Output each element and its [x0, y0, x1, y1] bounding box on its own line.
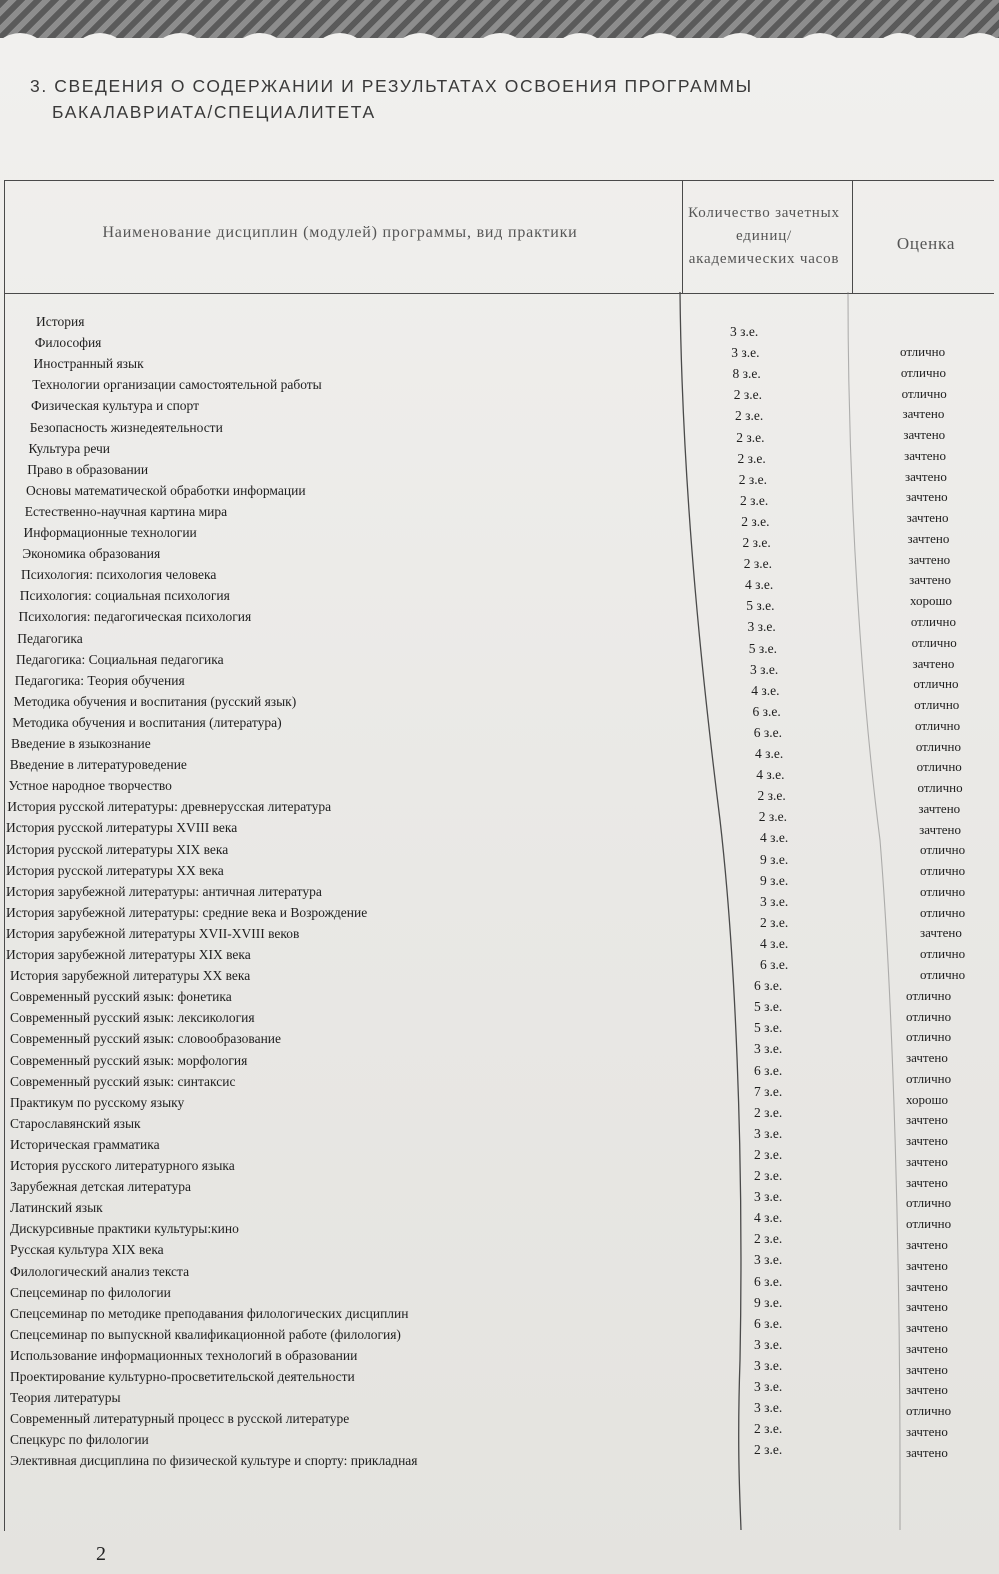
table-row-discipline-name: История зарубежной литературы XX века	[10, 968, 251, 984]
table-row-grade: зачтено	[909, 572, 951, 588]
table-row-credits: 4 з.е.	[745, 577, 774, 593]
table-row-credits: 8 з.е.	[732, 366, 761, 382]
table-row-credits: 6 з.е.	[754, 1062, 783, 1078]
table-row-credits: 2 з.е.	[754, 1168, 783, 1183]
table-row-grade: отлично	[906, 1195, 952, 1211]
table-row-grade: зачтено	[919, 821, 961, 837]
table-row-grade: отлично	[913, 676, 959, 692]
table-row-credits: 2 з.е.	[738, 471, 767, 487]
table-row-credits: 9 з.е.	[754, 1294, 783, 1310]
table-row-credits: 7 з.е.	[754, 1083, 783, 1099]
table-row-discipline-name: Информационные технологии	[23, 525, 197, 540]
table-row-grade: зачтено	[905, 468, 947, 484]
table-row-credits: 5 з.е.	[748, 640, 777, 656]
table-row-discipline-name: Методика обучения и воспитания (литература)	[12, 714, 282, 730]
table-row-discipline-name: Введение в литературоведение	[9, 757, 187, 773]
table-row-grade: зачтено	[906, 1340, 948, 1356]
table-row-grade: отлично	[906, 1216, 952, 1232]
table-row-discipline-name: Элективная дисциплина по физической культуре и спорту: прикладная	[10, 1453, 418, 1469]
table-row-grade: зачтено	[903, 427, 946, 443]
table-row-credits: 4 з.е.	[756, 767, 785, 783]
table-row-grade: отлично	[920, 967, 966, 982]
section-heading-line-1: 3. СВЕДЕНИЯ О СОДЕРЖАНИИ И РЕЗУЛЬТАТАХ ОСВОЕНИЯ ПРОГРАММЫ	[30, 76, 753, 96]
table-row-discipline-name: История русской литературы: древнерусская литература	[7, 799, 332, 815]
table-row-grade: зачтено	[906, 1278, 948, 1294]
table-row-discipline-name: Современный литературный процесс в русской литературе	[10, 1411, 350, 1427]
table-row-discipline-name: Психология: педагогическая психология	[18, 609, 252, 625]
table-row-discipline-name: Спецсеминар по выпускной квалификационной работе (филология)	[10, 1326, 401, 1342]
table-row-grade: отлично	[917, 780, 963, 796]
table-row-discipline-name: Экономика образования	[22, 546, 161, 562]
table-row-discipline-name: Технологии организации самостоятельной работы	[32, 377, 322, 393]
table-row-credits: 6 з.е.	[754, 1273, 783, 1289]
table-row-credits: 5 з.е.	[754, 1020, 783, 1036]
table-row-credits: 2 з.е.	[754, 1104, 783, 1120]
table-row-discipline-name: Естественно-научная картина мира	[24, 503, 228, 519]
table-row-credits: 2 з.е.	[760, 914, 789, 930]
table-row-discipline-name: Спецсеминар по филологии	[10, 1284, 171, 1300]
table-row-grade: отлично	[915, 738, 961, 754]
table-row-grade: зачтено	[906, 1174, 948, 1190]
table-row-credits: 6 з.е.	[752, 703, 781, 719]
table-row-grade: отлично	[906, 987, 952, 1003]
table-row-discipline-name: Иностранный язык	[33, 356, 144, 372]
table-row-credits: 3 з.е.	[754, 1125, 783, 1141]
table-row-discipline-name: Латинский язык	[10, 1200, 103, 1216]
table-row-credits: 4 з.е.	[760, 935, 789, 951]
table-row-discipline-name: Педагогика: Социальная педагогика	[16, 651, 224, 667]
table-row-credits: 3 з.е.	[730, 324, 759, 339]
table-row-grade: отлично	[920, 863, 966, 879]
table-row-grade: зачтено	[907, 530, 950, 546]
table-row-credits: 3 з.е.	[754, 1357, 783, 1373]
table-row-credits: 2 з.е.	[757, 788, 786, 804]
table-row-discipline-name: Зарубежная детская литература	[10, 1179, 192, 1195]
table-row-discipline-name: Основы математической обработки информации	[26, 482, 306, 498]
table-row-discipline-name: Физическая культура и спорт	[31, 398, 200, 414]
table-row-grade: зачтено	[906, 1050, 948, 1066]
table-row-discipline-name: Безопасность жизнедеятельности	[29, 419, 223, 435]
section-heading-line-2: БАКАЛАВРИАТА/СПЕЦИАЛИТЕТА	[52, 102, 376, 122]
table-row-credits: 2 з.е.	[754, 1146, 783, 1162]
table-row-grade: зачтено	[906, 1320, 948, 1336]
table-row-discipline-name: История зарубежной литературы XIX века	[6, 947, 251, 962]
table-row-grade: отлично	[920, 946, 966, 962]
table-row-discipline-name: Педагогика: Теория обучения	[14, 672, 185, 688]
table-row-grade: зачтено	[906, 1299, 948, 1315]
table-row-credits: 6 з.е.	[753, 724, 782, 740]
table-row-grade: отлично	[920, 842, 966, 858]
table-row-discipline-name: История зарубежной литературы: средние века и Возрождение	[6, 904, 368, 920]
table-row-discipline-name: Теория литературы	[10, 1390, 121, 1406]
table-row-discipline-name: История русской литературы XIX века	[6, 841, 229, 857]
table-row-credits: 4 з.е.	[754, 1210, 783, 1226]
table-row-grade: зачтено	[906, 1153, 948, 1169]
table-row-discipline-name: Современный русский язык: синтаксис	[10, 1073, 236, 1089]
table-row-credits: 3 з.е.	[754, 1189, 783, 1205]
table-row-grade: зачтено	[918, 800, 961, 816]
table-row-grade: зачтено	[906, 1236, 948, 1252]
table-row-discipline-name: Культура речи	[28, 440, 111, 456]
table-row-discipline-name: Философия	[34, 335, 102, 351]
table-row-credits: 3 з.е.	[754, 1336, 783, 1352]
table-row-discipline-name: Спецкурс по филологии	[10, 1432, 149, 1448]
table-row-discipline-name: Проектирование культурно-просветительской деятельности	[10, 1369, 355, 1384]
table-row-credits: 3 з.е.	[754, 1379, 783, 1394]
table-row-credits: 3 з.е.	[754, 1400, 783, 1416]
table-row-grade: отлично	[906, 1008, 952, 1024]
table-row-discipline-name: История русской литературы XX века	[6, 862, 224, 878]
table-row-grade: отлично	[920, 904, 966, 920]
table-row-credits: 6 з.е.	[754, 1315, 783, 1331]
table-row-credits: 9 з.е.	[760, 872, 789, 888]
table-row-grade: отлично	[910, 613, 956, 629]
table-row-discipline-name: Психология: психология человека	[21, 567, 217, 583]
table-row-discipline-name: Устное народное творчество	[8, 778, 172, 794]
table-row-discipline-name: Современный русский язык: морфология	[10, 1052, 248, 1068]
table-row-credits: 2 з.е.	[742, 535, 771, 550]
table-row-discipline-name: Историческая грамматика	[10, 1136, 160, 1152]
table-row-grade: отлично	[914, 697, 960, 713]
table-row-grade: зачтено	[904, 447, 946, 463]
column-header-grade: Оценка	[896, 234, 956, 253]
table-row-grade: отлично	[911, 634, 957, 650]
table-row-discipline-name: История зарубежной литературы XVII-XVIII веков	[6, 925, 300, 941]
table-row-grade: зачтено	[906, 1444, 948, 1460]
table-row-credits: 6 з.е.	[760, 957, 789, 972]
table-row-grade: зачтено	[906, 1423, 948, 1439]
table-row-credits: 2 з.е.	[754, 1231, 783, 1247]
table-row-credits: 4 з.е.	[755, 746, 784, 761]
table-row-discipline-name: История	[36, 314, 85, 329]
table-row-grade: зачтено	[906, 1382, 948, 1398]
table-row-grade: зачтено	[906, 1257, 948, 1273]
table-row-credits: 2 з.е.	[735, 408, 764, 424]
table-row-credits: 5 з.е.	[754, 999, 783, 1015]
table-row-discipline-name: Спецсеминар по методике преподавания филологических дисциплин	[10, 1305, 409, 1321]
table-row-grade: зачтено	[912, 655, 955, 671]
table-row-discipline-name: История русской литературы XVIII века	[6, 820, 238, 836]
table-row-credits: 3 з.е.	[731, 345, 760, 361]
table-row-grade: зачтено	[920, 925, 962, 941]
table-row-discipline-name: Современный русский язык: фонетика	[10, 989, 232, 1005]
table-row-credits: 2 з.е.	[758, 809, 787, 825]
table-row-grade: отлично	[900, 364, 946, 380]
table-row-credits: 3 з.е.	[747, 619, 776, 635]
table-row-credits: 2 з.е.	[736, 429, 765, 445]
table-row-grade: зачтено	[905, 489, 948, 505]
table-row-grade: хорошо	[906, 1091, 949, 1107]
table-row-grade: отлично	[915, 717, 961, 733]
table-row-discipline-name: Использование информационных технологий в образовании	[10, 1347, 358, 1363]
table-row-discipline-name: Старославянский язык	[10, 1115, 141, 1131]
table-row-discipline-name: Филологический анализ текста	[10, 1263, 190, 1279]
table-row-grade: зачтено	[906, 510, 949, 526]
table-row-credits: 4 з.е.	[751, 682, 780, 698]
table-row-credits: 5 з.е.	[746, 598, 775, 614]
table-row-discipline-name: История русского литературного языка	[10, 1158, 235, 1173]
table-row-grade: зачтено	[906, 1112, 948, 1128]
table-row-credits: 2 з.е.	[741, 513, 770, 529]
table-row-grade: зачтено	[906, 1361, 948, 1377]
table-row-credits: 3 з.е.	[754, 1252, 783, 1268]
table-row-discipline-name: Педагогика	[17, 630, 83, 646]
table-row-credits: 3 з.е.	[754, 1041, 783, 1057]
table-row-grade: зачтено	[906, 1133, 948, 1149]
table-row-credits: 2 з.е.	[754, 1421, 783, 1437]
column-header-credits: Количество зачетных единиц/ академических часов	[688, 205, 840, 267]
table-row-credits: 2 з.е.	[740, 492, 769, 508]
table-row-credits: 3 з.е.	[760, 893, 789, 909]
table-row-discipline-name: История зарубежной литературы: античная литература	[6, 883, 322, 899]
column-header-discipline: Наименование дисциплин (модулей) программы, вид практики	[102, 224, 578, 241]
table-row-grade: отлично	[901, 385, 947, 401]
table-row-grade: отлично	[906, 1029, 952, 1045]
table-row-grade: отлично	[916, 759, 962, 775]
table-row-credits: 3 з.е.	[750, 661, 779, 677]
table-row-credits: 6 з.е.	[754, 978, 783, 994]
table-row-credits: 2 з.е.	[754, 1442, 783, 1458]
table-row-grade: хорошо	[910, 593, 953, 609]
table-row-discipline-name: Введение в языкознание	[11, 736, 151, 751]
table-row-grade: отлично	[900, 344, 946, 359]
table-row-discipline-name: Русская культура XIX века	[10, 1242, 164, 1258]
table-row-credits: 2 з.е.	[737, 450, 766, 466]
table-row-discipline-name: Методика обучения и воспитания (русский язык)	[13, 693, 297, 709]
table-row-credits: 2 з.е.	[733, 387, 762, 403]
page-number: 2	[96, 1543, 106, 1565]
table-row-discipline-name: Психология: социальная психология	[19, 588, 230, 604]
table-row-discipline-name: Современный русский язык: словообразование	[10, 1031, 282, 1047]
table-row-discipline-name: Практикум по русскому языку	[10, 1094, 185, 1110]
table-row-credits: 4 з.е.	[760, 830, 789, 846]
table-row-credits: 9 з.е.	[760, 851, 789, 867]
table-row-grade: зачтено	[902, 406, 945, 422]
table-row-credits: 2 з.е.	[743, 556, 772, 572]
table-row-discipline-name: Право в образовании	[27, 461, 149, 477]
table-row-discipline-name: Дискурсивные практики культуры:кино	[10, 1221, 239, 1237]
table-row-discipline-name: Современный русский язык: лексикология	[10, 1010, 255, 1026]
table-row-grade: отлично	[906, 1070, 952, 1086]
table-row-grade: отлично	[906, 1403, 952, 1419]
table-row-grade: зачтено	[908, 551, 951, 567]
table-row-grade: отлично	[920, 883, 966, 899]
